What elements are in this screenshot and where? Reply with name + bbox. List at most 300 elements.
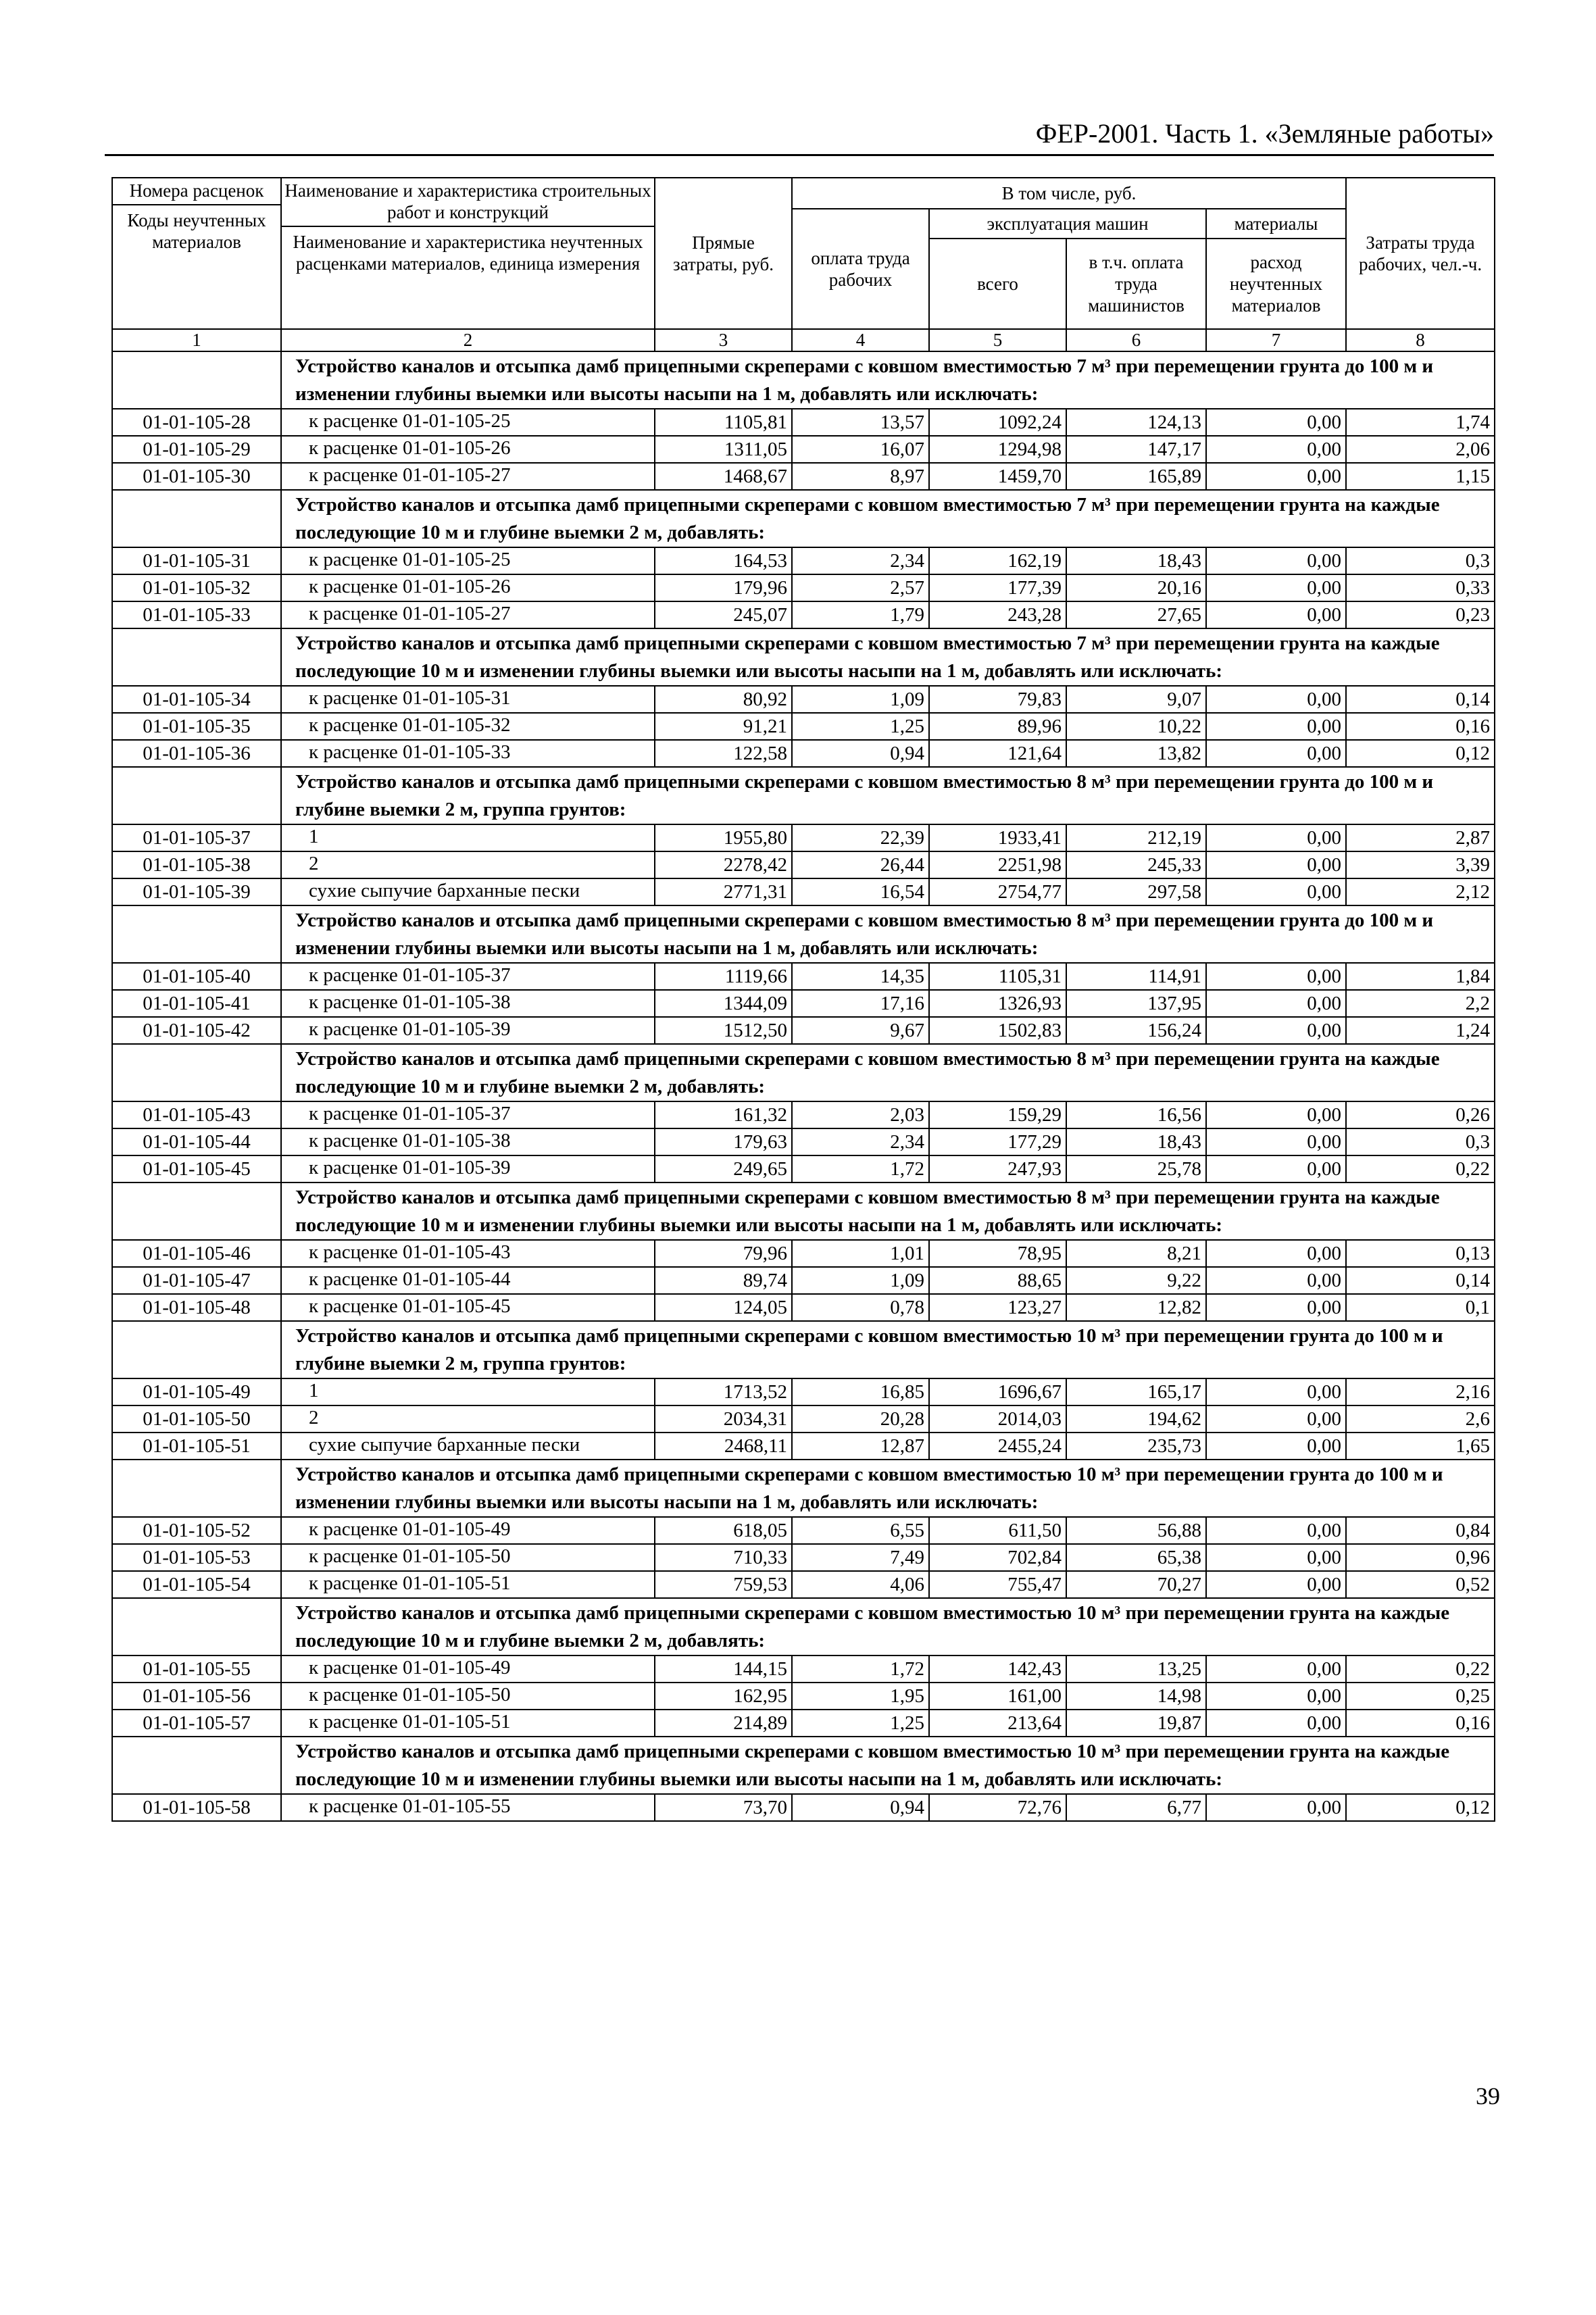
- section-title: Устройство каналов и отсыпка дамб прицепными скреперами с ковшом вместимостью 7 м³ при перемещении грунта на каждые последующие 10 м и изменении глубины выемки или высоты насыпи на 1 м, добавлять или исключать:: [281, 628, 1495, 686]
- operators-pay-cell: 9,22: [1066, 1267, 1206, 1294]
- operators-pay-cell: 165,17: [1066, 1378, 1206, 1405]
- labor-pay-cell: 1,95: [792, 1683, 929, 1710]
- section-row: [112, 905, 1495, 963]
- rate-name-cell: 1: [281, 824, 655, 851]
- section-row: [112, 1460, 1495, 1517]
- machines-total-cell: 1105,31: [929, 963, 1066, 990]
- labor-pay-cell: 0,94: [792, 740, 929, 767]
- table-row: [112, 463, 1495, 490]
- labor-pay-cell: 16,54: [792, 878, 929, 905]
- labor-pay-cell: 4,06: [792, 1571, 929, 1598]
- table-row: [112, 713, 1495, 740]
- labor-pay-cell: 1,09: [792, 1267, 929, 1294]
- labor-hours-cell: 1,84: [1346, 963, 1495, 990]
- table-row: [112, 963, 1495, 990]
- labor-hours-cell: 2,16: [1346, 1378, 1495, 1405]
- section-title: Устройство каналов и отсыпка дамб прицепными скреперами с ковшом вместимостью 8 м³ при перемещении грунта на каждые последующие 10 м и глубине выемки 2 м, добавлять:: [281, 1044, 1495, 1101]
- operators-pay-cell: 194,62: [1066, 1405, 1206, 1433]
- operators-pay-cell: 114,91: [1066, 963, 1206, 990]
- direct-cost-cell: 122,58: [655, 740, 792, 767]
- materials-cell: 0,00: [1206, 713, 1346, 740]
- operators-pay-cell: 235,73: [1066, 1433, 1206, 1460]
- rate-code-cell: 01-01-105-29: [112, 436, 281, 463]
- direct-cost-cell: 164,53: [655, 547, 792, 574]
- machines-total-cell: 161,00: [929, 1683, 1066, 1710]
- header-col4-labor-pay: оплата труда рабочих: [792, 209, 929, 329]
- direct-cost-cell: 2468,11: [655, 1433, 792, 1460]
- section-row: [112, 490, 1495, 547]
- materials-cell: 0,00: [1206, 1378, 1346, 1405]
- machines-total-cell: 177,39: [929, 574, 1066, 601]
- header-col2-bottom: Наименование и характеристика неучтенных расценками материалов, единица измерения: [293, 232, 643, 274]
- header-cell-names: [281, 178, 655, 329]
- table-row: [112, 1571, 1495, 1598]
- header-group-materials: материалы: [1206, 209, 1346, 239]
- column-number: 6: [1066, 329, 1206, 351]
- labor-pay-cell: 16,07: [792, 436, 929, 463]
- table-row: [112, 1017, 1495, 1044]
- labor-pay-cell: 9,67: [792, 1017, 929, 1044]
- labor-hours-cell: 0,23: [1346, 601, 1495, 628]
- materials-cell: 0,00: [1206, 1155, 1346, 1183]
- table-row: [112, 686, 1495, 713]
- column-number: 2: [281, 329, 655, 351]
- rate-name-cell: к расценке 01-01-105-33: [281, 740, 655, 767]
- header-col1-bottom: Коды неучтенных материалов: [127, 210, 266, 252]
- table-row: [112, 1267, 1495, 1294]
- operators-pay-cell: 65,38: [1066, 1544, 1206, 1571]
- header-col1-top: Номера расценок: [113, 178, 280, 205]
- direct-cost-cell: 214,89: [655, 1710, 792, 1737]
- rate-name-cell: к расценке 01-01-105-39: [281, 1155, 655, 1183]
- labor-pay-cell: 22,39: [792, 824, 929, 851]
- direct-cost-cell: 79,96: [655, 1240, 792, 1267]
- rate-name-cell: 2: [281, 851, 655, 878]
- rate-name-cell: к расценке 01-01-105-27: [281, 463, 655, 490]
- table-row: [112, 547, 1495, 574]
- section-blank-cell: [112, 1598, 281, 1656]
- section-title: Устройство каналов и отсыпка дамб прицепными скреперами с ковшом вместимостью 8 м³ при перемещении грунта до 100 м и глубине выемки 2 м, группа грунтов:: [281, 767, 1495, 824]
- table-row: [112, 740, 1495, 767]
- direct-cost-cell: 1119,66: [655, 963, 792, 990]
- labor-hours-cell: 1,65: [1346, 1433, 1495, 1460]
- table-row: [112, 1517, 1495, 1544]
- header-col3-direct-costs: Прямые затраты, руб.: [655, 178, 792, 329]
- labor-hours-cell: 0,16: [1346, 713, 1495, 740]
- machines-total-cell: 2455,24: [929, 1433, 1066, 1460]
- machines-total-cell: 89,96: [929, 713, 1066, 740]
- labor-pay-cell: 26,44: [792, 851, 929, 878]
- materials-cell: 0,00: [1206, 1294, 1346, 1321]
- table-row: [112, 1294, 1495, 1321]
- direct-cost-cell: 2771,31: [655, 878, 792, 905]
- rate-name-cell: к расценке 01-01-105-43: [281, 1240, 655, 1267]
- rate-code-cell: 01-01-105-56: [112, 1683, 281, 1710]
- column-number: 5: [929, 329, 1066, 351]
- materials-cell: 0,00: [1206, 824, 1346, 851]
- table-row: [112, 574, 1495, 601]
- materials-cell: 0,00: [1206, 1405, 1346, 1433]
- labor-hours-cell: 0,12: [1346, 740, 1495, 767]
- direct-cost-cell: 618,05: [655, 1517, 792, 1544]
- section-blank-cell: [112, 767, 281, 824]
- column-number: 4: [792, 329, 929, 351]
- materials-cell: 0,00: [1206, 574, 1346, 601]
- materials-cell: 0,00: [1206, 547, 1346, 574]
- table-row: [112, 409, 1495, 436]
- operators-pay-cell: 297,58: [1066, 878, 1206, 905]
- section-row: [112, 1321, 1495, 1378]
- rate-name-cell: сухие сыпучие барханные пески: [281, 1433, 655, 1460]
- section-blank-cell: [112, 351, 281, 409]
- rate-code-cell: 01-01-105-33: [112, 601, 281, 628]
- rate-code-cell: 01-01-105-44: [112, 1128, 281, 1155]
- operators-pay-cell: 147,17: [1066, 436, 1206, 463]
- materials-cell: 0,00: [1206, 1101, 1346, 1128]
- operators-pay-cell: 19,87: [1066, 1710, 1206, 1737]
- direct-cost-cell: 1512,50: [655, 1017, 792, 1044]
- column-number: 7: [1206, 329, 1346, 351]
- machines-total-cell: 1502,83: [929, 1017, 1066, 1044]
- labor-pay-cell: 1,72: [792, 1656, 929, 1683]
- rate-name-cell: к расценке 01-01-105-27: [281, 601, 655, 628]
- direct-cost-cell: 124,05: [655, 1294, 792, 1321]
- direct-cost-cell: 245,07: [655, 601, 792, 628]
- labor-pay-cell: 1,09: [792, 686, 929, 713]
- labor-hours-cell: 0,33: [1346, 574, 1495, 601]
- machines-total-cell: 1696,67: [929, 1378, 1066, 1405]
- table-row: [112, 1405, 1495, 1433]
- rate-name-cell: к расценке 01-01-105-39: [281, 1017, 655, 1044]
- labor-pay-cell: 13,57: [792, 409, 929, 436]
- labor-hours-cell: 2,12: [1346, 878, 1495, 905]
- materials-cell: 0,00: [1206, 463, 1346, 490]
- section-row: [112, 767, 1495, 824]
- rate-code-cell: 01-01-105-28: [112, 409, 281, 436]
- table-row: [112, 878, 1495, 905]
- header-col2-top: Наименование и характеристика строительных работ и конструкций: [282, 178, 654, 227]
- machines-total-cell: 2754,77: [929, 878, 1066, 905]
- rate-code-cell: 01-01-105-37: [112, 824, 281, 851]
- header-group-title: В том числе, руб.: [792, 178, 1346, 209]
- table-row: [112, 1101, 1495, 1128]
- labor-pay-cell: 17,16: [792, 990, 929, 1017]
- labor-hours-cell: 2,87: [1346, 824, 1495, 851]
- page-number: 39: [1476, 2083, 1500, 2110]
- section-row: [112, 1044, 1495, 1101]
- machines-total-cell: 1092,24: [929, 409, 1066, 436]
- rate-code-cell: 01-01-105-34: [112, 686, 281, 713]
- materials-cell: 0,00: [1206, 1240, 1346, 1267]
- rate-code-cell: 01-01-105-48: [112, 1294, 281, 1321]
- table-row: [112, 1794, 1495, 1821]
- labor-hours-cell: 0,3: [1346, 547, 1495, 574]
- labor-hours-cell: 3,39: [1346, 851, 1495, 878]
- rate-name-cell: к расценке 01-01-105-37: [281, 963, 655, 990]
- direct-cost-cell: 80,92: [655, 686, 792, 713]
- machines-total-cell: 159,29: [929, 1101, 1066, 1128]
- machines-total-cell: 2251,98: [929, 851, 1066, 878]
- section-blank-cell: [112, 1737, 281, 1794]
- rate-code-cell: 01-01-105-43: [112, 1101, 281, 1128]
- direct-cost-cell: 249,65: [655, 1155, 792, 1183]
- machines-total-cell: 162,19: [929, 547, 1066, 574]
- section-title: Устройство каналов и отсыпка дамб прицепными скреперами с ковшом вместимостью 8 м³ при перемещении грунта на каждые последующие 10 м и изменении глубины выемки или высоты насыпи на 1 м, добавлять или исключать:: [281, 1183, 1495, 1240]
- materials-cell: 0,00: [1206, 686, 1346, 713]
- rate-code-cell: 01-01-105-38: [112, 851, 281, 878]
- section-blank-cell: [112, 1460, 281, 1517]
- labor-hours-cell: 2,06: [1346, 436, 1495, 463]
- table-row: [112, 436, 1495, 463]
- rate-code-cell: 01-01-105-54: [112, 1571, 281, 1598]
- materials-cell: 0,00: [1206, 409, 1346, 436]
- rate-name-cell: к расценке 01-01-105-45: [281, 1294, 655, 1321]
- operators-pay-cell: 13,25: [1066, 1656, 1206, 1683]
- materials-cell: 0,00: [1206, 1683, 1346, 1710]
- labor-pay-cell: 1,72: [792, 1155, 929, 1183]
- column-number: 1: [112, 329, 281, 351]
- labor-hours-cell: 0,22: [1346, 1656, 1495, 1683]
- operators-pay-cell: 14,98: [1066, 1683, 1206, 1710]
- operators-pay-cell: 156,24: [1066, 1017, 1206, 1044]
- labor-pay-cell: 20,28: [792, 1405, 929, 1433]
- section-title: Устройство каналов и отсыпка дамб прицепными скреперами с ковшом вместимостью 8 м³ при перемещении грунта до 100 м и изменении глубины выемки или высоты насыпи на 1 м, добавлять или исключать:: [281, 905, 1495, 963]
- header-group-machines: эксплуатация машин: [929, 209, 1206, 239]
- operators-pay-cell: 137,95: [1066, 990, 1206, 1017]
- labor-hours-cell: 1,74: [1346, 409, 1495, 436]
- materials-cell: 0,00: [1206, 601, 1346, 628]
- rate-code-cell: 01-01-105-40: [112, 963, 281, 990]
- table-row: [112, 1155, 1495, 1183]
- machines-total-cell: 123,27: [929, 1294, 1066, 1321]
- section-row: [112, 1737, 1495, 1794]
- table-row: [112, 1544, 1495, 1571]
- direct-cost-cell: 1955,80: [655, 824, 792, 851]
- machines-total-cell: 247,93: [929, 1155, 1066, 1183]
- labor-pay-cell: 0,78: [792, 1294, 929, 1321]
- machines-total-cell: 88,65: [929, 1267, 1066, 1294]
- table-row: [112, 1433, 1495, 1460]
- rate-code-cell: 01-01-105-39: [112, 878, 281, 905]
- rate-code-cell: 01-01-105-52: [112, 1517, 281, 1544]
- rate-code-cell: 01-01-105-50: [112, 1405, 281, 1433]
- labor-pay-cell: 6,55: [792, 1517, 929, 1544]
- table-row: [112, 851, 1495, 878]
- labor-hours-cell: 0,13: [1346, 1240, 1495, 1267]
- materials-cell: 0,00: [1206, 1128, 1346, 1155]
- machines-total-cell: 213,64: [929, 1710, 1066, 1737]
- direct-cost-cell: 1468,67: [655, 463, 792, 490]
- section-row: [112, 1183, 1495, 1240]
- rate-code-cell: 01-01-105-55: [112, 1656, 281, 1683]
- labor-hours-cell: 0,96: [1346, 1544, 1495, 1571]
- materials-cell: 0,00: [1206, 963, 1346, 990]
- operators-pay-cell: 56,88: [1066, 1517, 1206, 1544]
- operators-pay-cell: 20,16: [1066, 574, 1206, 601]
- labor-pay-cell: 2,57: [792, 574, 929, 601]
- rate-name-cell: к расценке 01-01-105-37: [281, 1101, 655, 1128]
- direct-cost-cell: 1344,09: [655, 990, 792, 1017]
- rate-code-cell: 01-01-105-46: [112, 1240, 281, 1267]
- direct-cost-cell: 710,33: [655, 1544, 792, 1571]
- materials-cell: 0,00: [1206, 740, 1346, 767]
- labor-hours-cell: 0,14: [1346, 1267, 1495, 1294]
- operators-pay-cell: 212,19: [1066, 824, 1206, 851]
- section-blank-cell: [112, 1044, 281, 1101]
- header-cell-codes: [112, 178, 281, 329]
- table-row: [112, 1710, 1495, 1737]
- labor-hours-cell: 1,24: [1346, 1017, 1495, 1044]
- labor-pay-cell: 8,97: [792, 463, 929, 490]
- rate-name-cell: к расценке 01-01-105-31: [281, 686, 655, 713]
- machines-total-cell: 177,29: [929, 1128, 1066, 1155]
- rate-code-cell: 01-01-105-42: [112, 1017, 281, 1044]
- operators-pay-cell: 124,13: [1066, 409, 1206, 436]
- header-col8-labor-hours: Затраты труда рабочих, чел.-ч.: [1346, 178, 1495, 329]
- labor-hours-cell: 0,25: [1346, 1683, 1495, 1710]
- machines-total-cell: 243,28: [929, 601, 1066, 628]
- machines-total-cell: 72,76: [929, 1794, 1066, 1821]
- direct-cost-cell: 91,21: [655, 713, 792, 740]
- operators-pay-cell: 27,65: [1066, 601, 1206, 628]
- machines-total-cell: 79,83: [929, 686, 1066, 713]
- machines-total-cell: 2014,03: [929, 1405, 1066, 1433]
- section-title: Устройство каналов и отсыпка дамб прицепными скреперами с ковшом вместимостью 10 м³ при перемещении грунта до 100 м и изменении глубины выемки или высоты насыпи на 1 м, добавлять или исключать:: [281, 1460, 1495, 1517]
- operators-pay-cell: 70,27: [1066, 1571, 1206, 1598]
- direct-cost-cell: 1713,52: [655, 1378, 792, 1405]
- machines-total-cell: 142,43: [929, 1656, 1066, 1683]
- table-row: [112, 1656, 1495, 1683]
- materials-cell: 0,00: [1206, 851, 1346, 878]
- rate-code-cell: 01-01-105-58: [112, 1794, 281, 1821]
- section-title: Устройство каналов и отсыпка дамб прицепными скреперами с ковшом вместимостью 10 м³ при перемещении грунта на каждые последующие 10 м и изменении глубины выемки или высоты насыпи на 1 м, добавлять или исключать:: [281, 1737, 1495, 1794]
- machines-total-cell: 78,95: [929, 1240, 1066, 1267]
- materials-cell: 0,00: [1206, 436, 1346, 463]
- labor-pay-cell: 2,03: [792, 1101, 929, 1128]
- direct-cost-cell: 73,70: [655, 1794, 792, 1821]
- rate-name-cell: к расценке 01-01-105-32: [281, 713, 655, 740]
- machines-total-cell: 611,50: [929, 1517, 1066, 1544]
- labor-pay-cell: 0,94: [792, 1794, 929, 1821]
- labor-hours-cell: 0,1: [1346, 1294, 1495, 1321]
- operators-pay-cell: 18,43: [1066, 547, 1206, 574]
- machines-total-cell: 121,64: [929, 740, 1066, 767]
- direct-cost-cell: 1105,81: [655, 409, 792, 436]
- section-blank-cell: [112, 905, 281, 963]
- materials-cell: 0,00: [1206, 990, 1346, 1017]
- rate-name-cell: к расценке 01-01-105-26: [281, 436, 655, 463]
- machines-total-cell: 755,47: [929, 1571, 1066, 1598]
- rate-name-cell: к расценке 01-01-105-49: [281, 1656, 655, 1683]
- rate-name-cell: к расценке 01-01-105-25: [281, 547, 655, 574]
- operators-pay-cell: 6,77: [1066, 1794, 1206, 1821]
- labor-pay-cell: 1,25: [792, 713, 929, 740]
- materials-cell: 0,00: [1206, 1433, 1346, 1460]
- machines-total-cell: 702,84: [929, 1544, 1066, 1571]
- rate-code-cell: 01-01-105-30: [112, 463, 281, 490]
- operators-pay-cell: 9,07: [1066, 686, 1206, 713]
- labor-pay-cell: 1,79: [792, 601, 929, 628]
- section-row: [112, 1598, 1495, 1656]
- section-row: [112, 351, 1495, 409]
- rate-code-cell: 01-01-105-45: [112, 1155, 281, 1183]
- section-title: Устройство каналов и отсыпка дамб прицепными скреперами с ковшом вместимостью 10 м³ при перемещении грунта на каждые последующие 10 м и глубине выемки 2 м, добавлять:: [281, 1598, 1495, 1656]
- direct-cost-cell: 161,32: [655, 1101, 792, 1128]
- machines-total-cell: 1326,93: [929, 990, 1066, 1017]
- operators-pay-cell: 8,21: [1066, 1240, 1206, 1267]
- materials-cell: 0,00: [1206, 1571, 1346, 1598]
- operators-pay-cell: 10,22: [1066, 713, 1206, 740]
- materials-cell: 0,00: [1206, 1017, 1346, 1044]
- section-title: Устройство каналов и отсыпка дамб прицепными скреперами с ковшом вместимостью 7 м³ при перемещении грунта до 100 м и изменении глубины выемки или высоты насыпи на 1 м, добавлять или исключать:: [281, 351, 1495, 409]
- labor-hours-cell: 0,3: [1346, 1128, 1495, 1155]
- materials-cell: 0,00: [1206, 1517, 1346, 1544]
- materials-cell: 0,00: [1206, 1544, 1346, 1571]
- section-blank-cell: [112, 1183, 281, 1240]
- rate-name-cell: к расценке 01-01-105-55: [281, 1794, 655, 1821]
- labor-hours-cell: 0,16: [1346, 1710, 1495, 1737]
- labor-pay-cell: 1,01: [792, 1240, 929, 1267]
- table-row: [112, 990, 1495, 1017]
- rate-name-cell: к расценке 01-01-105-25: [281, 409, 655, 436]
- table-body: [112, 351, 1495, 1821]
- section-blank-cell: [112, 628, 281, 686]
- direct-cost-cell: 179,96: [655, 574, 792, 601]
- operators-pay-cell: 16,56: [1066, 1101, 1206, 1128]
- rate-code-cell: 01-01-105-41: [112, 990, 281, 1017]
- materials-cell: 0,00: [1206, 1794, 1346, 1821]
- labor-hours-cell: 0,14: [1346, 686, 1495, 713]
- table-row: [112, 1378, 1495, 1405]
- price-table: [111, 177, 1495, 1822]
- labor-hours-cell: 0,12: [1346, 1794, 1495, 1821]
- labor-pay-cell: 7,49: [792, 1544, 929, 1571]
- rate-name-cell: к расценке 01-01-105-50: [281, 1683, 655, 1710]
- labor-hours-cell: 0,84: [1346, 1517, 1495, 1544]
- operators-pay-cell: 165,89: [1066, 463, 1206, 490]
- labor-hours-cell: 0,26: [1346, 1101, 1495, 1128]
- direct-cost-cell: 1311,05: [655, 436, 792, 463]
- rate-code-cell: 01-01-105-47: [112, 1267, 281, 1294]
- rate-name-cell: 1: [281, 1378, 655, 1405]
- labor-pay-cell: 2,34: [792, 547, 929, 574]
- rate-name-cell: к расценке 01-01-105-50: [281, 1544, 655, 1571]
- table-row: [112, 1128, 1495, 1155]
- rate-code-cell: 01-01-105-31: [112, 547, 281, 574]
- rate-name-cell: к расценке 01-01-105-38: [281, 990, 655, 1017]
- table-row: [112, 601, 1495, 628]
- operators-pay-cell: 25,78: [1066, 1155, 1206, 1183]
- rate-name-cell: к расценке 01-01-105-26: [281, 574, 655, 601]
- rate-code-cell: 01-01-105-51: [112, 1433, 281, 1460]
- rate-name-cell: к расценке 01-01-105-49: [281, 1517, 655, 1544]
- direct-cost-cell: 162,95: [655, 1683, 792, 1710]
- rate-name-cell: сухие сыпучие барханные пески: [281, 878, 655, 905]
- operators-pay-cell: 12,82: [1066, 1294, 1206, 1321]
- materials-cell: 0,00: [1206, 1710, 1346, 1737]
- machines-total-cell: 1459,70: [929, 463, 1066, 490]
- rate-code-cell: 01-01-105-49: [112, 1378, 281, 1405]
- header-col5-machines-total: всего: [929, 239, 1066, 329]
- section-row: [112, 628, 1495, 686]
- rate-code-cell: 01-01-105-53: [112, 1544, 281, 1571]
- rate-code-cell: 01-01-105-32: [112, 574, 281, 601]
- direct-cost-cell: 89,74: [655, 1267, 792, 1294]
- direct-cost-cell: 2034,31: [655, 1405, 792, 1433]
- column-number: 3: [655, 329, 792, 351]
- rate-name-cell: к расценке 01-01-105-51: [281, 1710, 655, 1737]
- running-title: ФЕР-2001. Часть 1. «Земляные работы»: [1035, 118, 1494, 149]
